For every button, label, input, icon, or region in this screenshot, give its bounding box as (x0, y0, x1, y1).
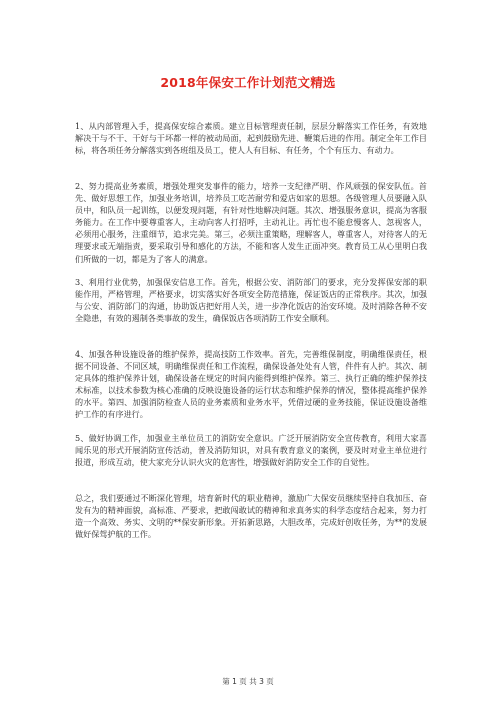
paragraph-2: 2、努力提高业务素质，增强处理突发事件的能力，培养一支纪律严明、作风顽强的保安队伍。首先、做好思想工作，加强业务培训，培养员工吃苦耐劳和爱店如家的思想。各级管理人员要融入队员中，和队员一起训练，以便发现问题，有针对性地解决问题。其次、增强服务意识，提高为客服务能力。在工作中要尊重客人，主动向客人打招呼，主动礼让。再忙也不能怠慢客人、忽视客人，必须用心服务，注重细节，追求完美。第三，必须注重策略，理解客人，尊重客人，对待客人的无理要求或无端指责，要采取引导和感化的方法，不能和客人发生正面冲突。教育员工从心里明白我们所做的一切，都是为了客人的满意。 (75, 181, 427, 264)
paragraph-4: 4、加强各种设施设备的维护保养，提高技防工作效率。首先，完善维保制度，明确维保责任，根据不同设备、不同区域，明确维保责任和工作流程，确保设备处处有人管，件件有人护。其次、制定具体的维护保养计划，确保设备在规定的时间内能得到维护保养。第三、执行正确的维护保养技术标准，以技术参数为核心准确的反映设施设备的运行状态和维护保养的情况，整体提高维护保养的水平。第四、加强消防检查人员的业务素质和业务水平，凭借过硬的业务技能，保证设施设备维护工作的有序进行。 (75, 349, 427, 420)
document-title: 2018年保安工作计划范文精选 (160, 75, 336, 90)
paragraph-1: 1、从内部管理入手，提高保安综合素质。建立目标管理责任制，层层分解落实工作任务，有效地解决干与不干、干好与干坏都一样的被动局面，起到鼓励先进、鞭策后进的作用。制定全年工作目标，将各项任务分解落实到各班组及员工，使人人有目标、有任务，个个有压力、有动力。 (75, 121, 427, 156)
paragraph-3: 3、利用行业优势，加强保安信息工作。首先，根据公安、消防部门的要求，充分发挥保安部的职能作用，严格管理，严格要求，切实落实好各项安全防范措施，保证饭店的正常秩序。其次，加强与公安、消防部门的沟通，协助饭店把好用人关，进一步净化饭店的治安环境。及时消除各种不安全隐患，有效的遏制各类事故的发生，确保饭店各项消防工作安全顺利。 (75, 277, 427, 324)
page-footer: 第 1 页 共 3 页 (222, 677, 274, 686)
paragraph-5: 5、做好协调工作，加强业主单位员工的消防安全意识。广泛开展消防安全宣传教育，利用大家喜闻乐见的形式开展消防宣传活动，普及消防知识，对具有教育意义的案例，要及时对业主单位进行报道，形成互动，使大家充分认识火灾的危害性，增强做好消防安全工作的自觉性。 (75, 433, 427, 468)
paragraph-6: 总之，我们要通过不断深化管理，培育新时代的职业精神，激励广大保安员继续坚持自我加压、奋发有为的精神面貌，高标准、严要求，把敢闯敢试的精神和求真务实的科学态度结合起来，努力打造一个高效、务实、文明的**保安新形象。开拓新思路，大胆改革，完成好创收任务，为**的发展做好保驾护航的工作。 (75, 493, 427, 540)
